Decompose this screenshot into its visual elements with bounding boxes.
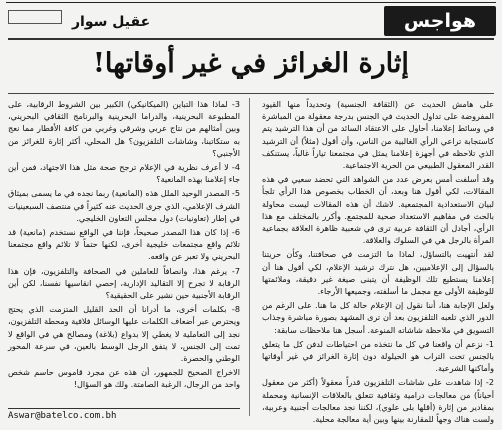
paragraph: 2- إذا شاهدت على شاشات التلفزيون قدراً معقولاً (أكثر من معقول أحياناً) من معالجات درامية وثقافية تتعلق بالعلاقات الإنسانية ومحملة بمقادير من إثارة (أقلها بلى علوي)، لكننا نجد معالجات أجنبية وعربية، ولست هناك وجهاً للمقارنة بينها وبين أية معالجة محلية. (262, 377, 494, 425)
column-name-banner: هواجس (384, 6, 496, 36)
article-column-right (262, 98, 494, 425)
paragraph: 7- يرغم هذا، وانصافاً للعاملين في الصحافة والتلفزيون، فإن هذا الرقابة لا تجرح إلا التقاليد الإدارية، إحصي انقاسيها نفسنا، لكن أين الرقابة الأجنبية حين نشير على الحقيقية؟ (8, 265, 240, 301)
article-column-left (8, 98, 240, 398)
paragraph: على هامش الحديث عن (الثقافة الجنسية) وتحديداً منها القيود المفروضة على تداول الحديث في الجنس بدرجة معقولة من المباشرة في وسائط إعلامنا، أحاول على الاعتقاد السائد من أن هذا الترشيد يتم كاستجابة تراعي الرأي الغالبية من الناس، وأن أقول (مثلاً) أن الترشيد الذي تلاحظه في أجهزة إعلامنا يمثل في مجتمعنا تياراً غالباً، يستنكف القدر المعقول الطبيعي من الحرية الاجتماعية. (262, 99, 494, 171)
paragraph: الاخراج الصحيح للجمهور، أن هذه عن مجرد قاموس حاسم شخص واحد من الرجال، الرغبة الصامتة. ولك هو السؤال! (8, 367, 240, 390)
header-rule (8, 38, 494, 40)
column-divider (249, 98, 250, 416)
author-email: Aswar@batelco.com.bh (8, 408, 240, 425)
article-headline: إثارة الغرائز في غير أوقاتها! (93, 48, 409, 79)
paragraph: 1- نزعم أن واقعنا في كل ما نتخذه من احتياطات لدفن كل ما يتعلق بالجنس تحت التراب هو الحيلولة دون إثارة الغرائز في غير أوقاتها وأماكنها الشرعية. (262, 338, 494, 374)
title-rule (8, 93, 494, 94)
author-byline: عقيل سوار (72, 14, 151, 30)
paragraph: 6- إذا كان هذا المصدر صحيحاً، فإننا في الواقع نستخدم (مانعية) قد تلائم واقع مجتمعات خليجية أخرى، لكنها حتماً لا تلائم واقع مجتمعنا البحريني ولا تعبر عن واقعه. (8, 227, 240, 262)
author-photo-frame (8, 10, 62, 24)
paragraph: لقد أنتهيت بالتساؤل، لماذا ما التزمت في صحافتنا، وكأن حريتنا بالسؤال إلى الإعلاميين، هل نترك ترشيد الإعلام، لكي أقول هنا أن إعلامنا يستطيع تلك الوظيفة أن يتبنى صيغة غير دقيقة، وملائمتها للوظيفة الأولى مع مجمل ما أسلفته، وجميعها الأرجاء. (262, 249, 494, 297)
paragraph: 3- لماذا هذا التباين (الميكانيكي) الكبير بين الشروط الرقابية، على المطبوعة البحرينية، والدراما البحرينية والبرنامج الثقافي البحريني، وبين أمثالهم من نتاج عربي وشرقي وغربي من كافة الأقطار مما نعج به ستكاتبنا، وشاشات التلفزيون؟ هل المحلي، أكثر إثارة للغرائز من الأجنبي؟ (8, 99, 240, 158)
paragraph: 5- المصدر الوحيد الملل هذه (المانعية) ربما نجده في ما يسمى بميثاق الشرف الإعلامي، الذي جرى الحديث عنه كثيراً في منتصف السبعينيات في إطار (تعاونيات) دول مجلس التعاون الخليجي. (8, 188, 240, 223)
paragraph: 4- لا أعرف نظرية في الإعلام ترجح صحة مثل هذا الاجتهاد، فمن أين جاء إعلامنا بهذه المانعية؟ (8, 162, 240, 185)
paragraph: ولعل الإجابة هنا، أننا نقول إن الإعلام حالة كل ما هنا. على الرغم من الدور الذي تلعبه التلفزيون بعد أن ترى المشهد بصورة مباشرة وجذاب التسويق في ملاحظة شاشاته المنوعة. أسجل هنا ملاحظات سابقة: (262, 300, 494, 335)
paragraph: 8- بكلمات أخرى، ما أدرانا أن الحد القليل المتزمت الذي يحتج ويحترص عبر أضعاف الكلمات عليها الوسائل فلافية ومحطة التلفزيون، نجد إلى التعاملية لا يغطي إلا بدواع (بلاغة) ومصالح هي في الواقع لا تمت إلى الجنس، لا يتفق الرجل الوسط بالعين، في سرعة المحور الوطني والحصرة. (8, 304, 240, 364)
top-border (6, 2, 496, 3)
paragraph: وقد أسلفت أمس بعرض عدد من الشواهد التي تحضد سعيي في هذه المقالات، لكي أقول هنا وبعد، أن الخطاب بخصوص هذا الرأي تلجأ لبيان الاستعدادية المجتمعية. لاشك أن هذه المقالات ليست محاولة بالحث في مفاهيم الاستعداد صحية للمجتمع. وأكرر بالمختلف مع هذا الرأي، أجادل أن الثقافة عربية ترى في شعبية ظاهرة العلاقة بجماعية المرأة بالرجل هي في السلوك والعلاقة. (262, 174, 494, 246)
